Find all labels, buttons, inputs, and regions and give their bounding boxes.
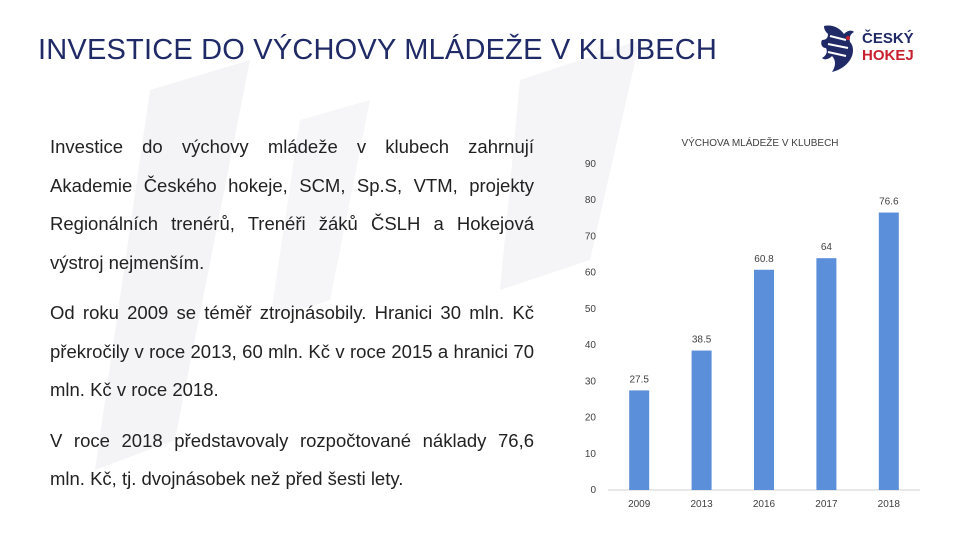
x-tick-label: 2013 <box>690 499 713 510</box>
y-axis-ticks <box>585 159 597 496</box>
y-tick-label: 0 <box>590 485 596 496</box>
y-tick-label: 10 <box>584 448 596 460</box>
x-tick-label: 2017 <box>815 499 838 510</box>
bar-chart <box>560 128 960 523</box>
data-label: 27.5 <box>629 374 649 386</box>
y-tick-label: 60 <box>584 267 596 279</box>
x-tick-label: 2009 <box>628 499 651 510</box>
bar <box>879 213 899 490</box>
bar <box>754 270 774 490</box>
lion-emblem-icon <box>818 22 858 74</box>
x-tick-label: 2018 <box>877 499 900 510</box>
bar <box>629 390 649 490</box>
logo-wordmark <box>862 30 914 64</box>
data-label: 38.5 <box>691 334 712 346</box>
x-axis-labels <box>628 499 900 510</box>
y-tick-label: 40 <box>584 340 596 352</box>
bar <box>816 258 836 490</box>
cesky-hokej-logo <box>818 22 928 76</box>
slide-title: INVESTICE DO VÝCHOVY MLÁDEŽE V KLUBECH <box>38 34 718 66</box>
body-text <box>50 128 534 499</box>
data-label: 76.6 <box>879 196 899 208</box>
paragraph-2: Od roku 2009 se téměř ztrojnásobily. Hranici 30 mln. Kč překročily v roce 2013, 60 mln. Kč v roce 2015 a hranici 70 mln. Kč v roce 2018. <box>50 302 534 400</box>
y-tick-label: 30 <box>584 376 596 388</box>
logo-line-1: ČESKÝ <box>862 30 914 47</box>
data-label: 64 <box>820 242 832 254</box>
bar <box>692 351 712 490</box>
chart-title: VÝCHOVA MLÁDEŽE V KLUBECH <box>681 138 839 149</box>
y-tick-label: 20 <box>584 412 596 424</box>
x-tick-label: 2016 <box>752 499 776 510</box>
data-label: 60.8 <box>754 253 774 265</box>
y-tick-label: 70 <box>584 231 596 243</box>
y-tick-label: 50 <box>584 303 596 315</box>
paragraph-1: Investice do výchovy mládeže v klubech zahrnují Akademie Českého hokeje, SCM, Sp.S, VTM, projekty Regionálních trenérů, Trenéři žáků ČSLH a Hokejová výstroj nejmenším. <box>50 136 534 273</box>
paragraph-3: V roce 2018 představovaly rozpočtované náklady 76,6 mln. Kč, tj. dvojnásobek než před šesti lety. <box>50 429 534 489</box>
logo-line-2: HOKEJ <box>862 47 914 64</box>
y-tick-label: 80 <box>584 195 596 207</box>
y-tick-label: 90 <box>584 159 596 170</box>
